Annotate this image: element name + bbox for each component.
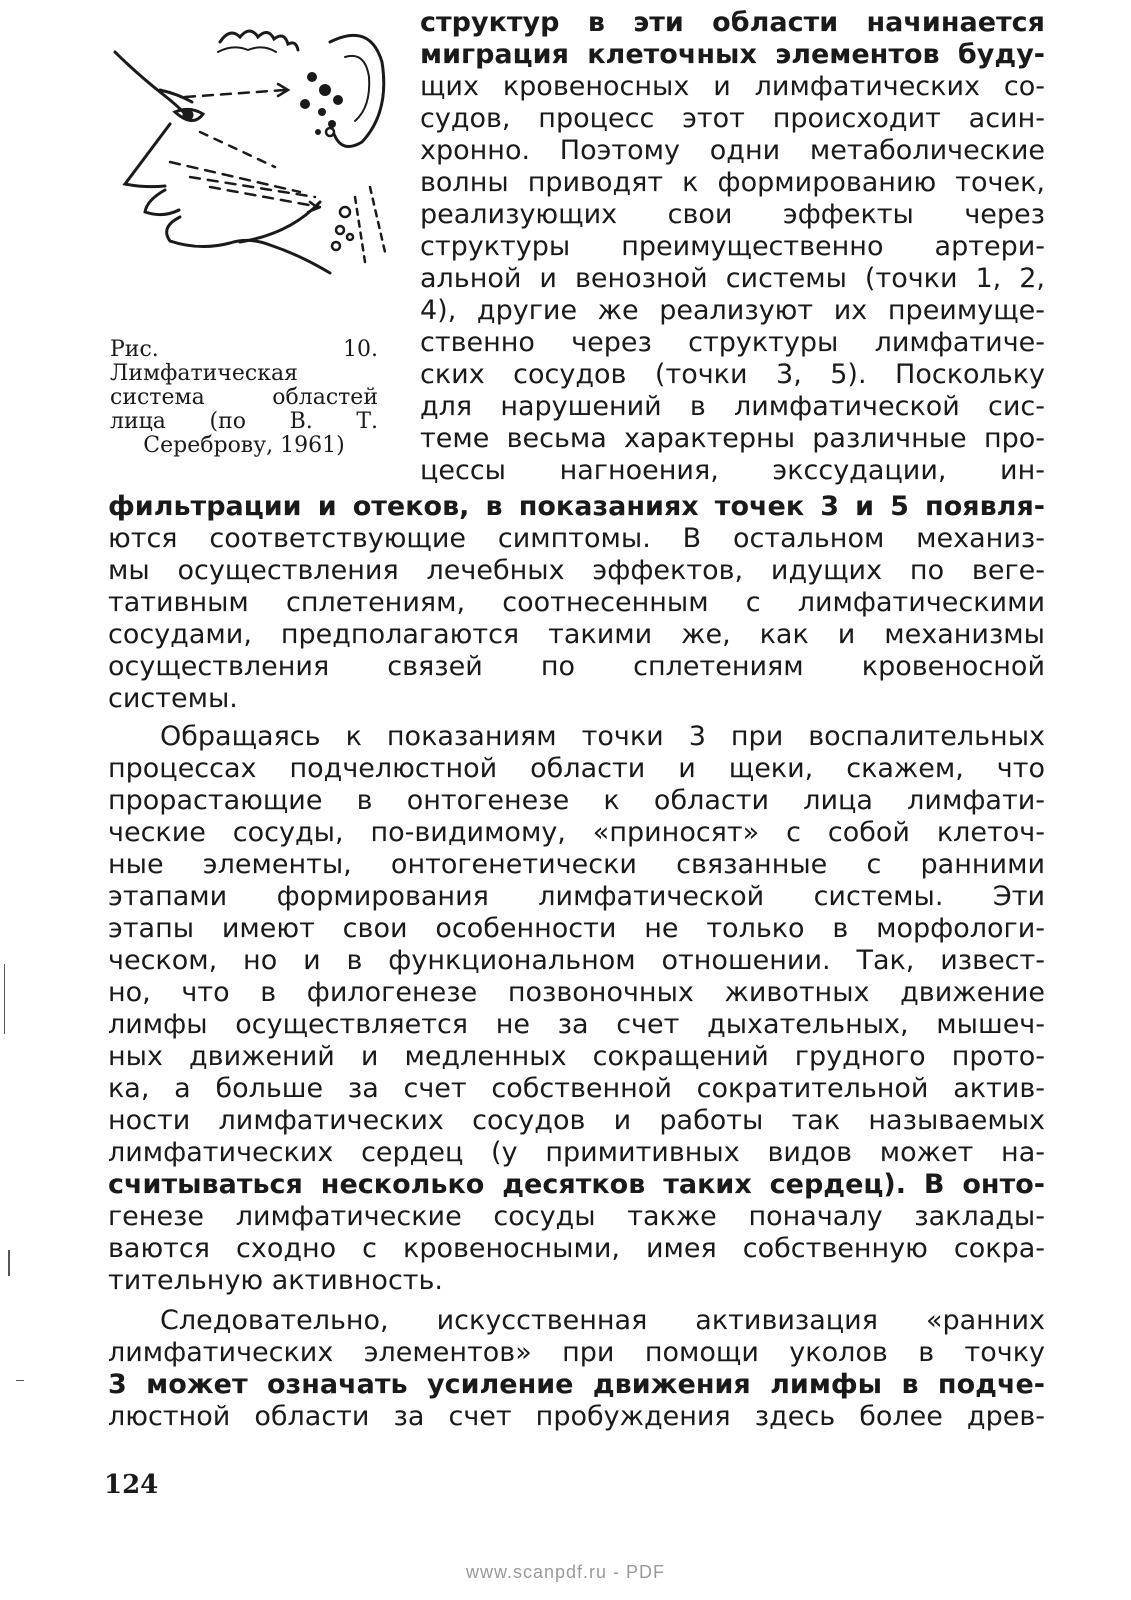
text-line: этапами формирования лимфатической системы. Эти	[108, 882, 1045, 912]
text-line: ка, а больше за счет собственной сократительной актив-	[108, 1074, 1045, 1104]
text-line: но, что в филогенезе позвоночных животных движение	[108, 978, 1045, 1008]
watermark: www.scanpdf.ru - PDF	[465, 1562, 666, 1582]
text-line: ственно через структуры лимфатиче-	[420, 328, 1045, 358]
text-line: Обращаясь к показаниям точки 3 при воспалительных	[160, 722, 1045, 752]
text-line: ческие сосуды, по-видимому, «приносят» с собой клеточ-	[108, 818, 1045, 848]
text-line: теме весьма характерны различные про-	[420, 424, 1045, 454]
text-line: системы.	[108, 684, 238, 714]
text-line: структуры преимущественно артери-	[420, 232, 1045, 262]
text-line: 3 может означать усиление движения лимфы в подче-	[108, 1370, 1045, 1400]
text-line: судов, процесс этот происходит асин-	[420, 104, 1045, 134]
text-line: лимфатических элементов» при помощи уколов в точку	[108, 1338, 1045, 1368]
text-line: структур в эти области начинается	[420, 8, 1045, 38]
face-lymph-figure	[100, 12, 410, 302]
text-line: ются соответствующие симптомы. В остальном механиз-	[108, 524, 1045, 554]
text-line: генезе лимфатические сосуды также поначалу заклады-	[108, 1202, 1045, 1232]
text-line: ских сосудов (точки 3, 5). Поскольку	[420, 360, 1045, 390]
text-line: процессах подчелюстной области и щеки, скажем, что	[108, 754, 1045, 784]
text-line: люстной области за счет пробуждения здесь более древ-	[108, 1402, 1045, 1432]
text-line: ных движений и медленных сокращений грудного прото-	[108, 1042, 1045, 1072]
text-line: лимфатических сердец (у примитивных видов может на-	[108, 1138, 1045, 1168]
text-line: сосудами, предполагаются такими же, как и механизмы	[108, 620, 1045, 650]
page-number: 124	[104, 1470, 159, 1500]
text-line: ваются сходно с кровеносными, имея собственную сокра-	[108, 1234, 1045, 1264]
text-line: щих кровеносных и лимфатических со-	[420, 72, 1045, 102]
text-line: лимфы осуществляется не за счет дыхательных, мышеч-	[108, 1010, 1045, 1040]
scan-edge-mark	[16, 1380, 24, 1381]
figure-caption: Рис. 10. Лимфатическая система областей лица (по В. Т. Сереброву, 1961)	[110, 337, 378, 458]
text-line: этапы имеют свои особенности не только в морфологи-	[108, 914, 1045, 944]
text-line: хронно. Поэтому одни метаболические	[420, 136, 1045, 166]
text-line: альной и венозной системы (точки 1, 2,	[420, 264, 1045, 294]
text-line: цессы нагноения, экссудации, ин-	[420, 456, 1045, 486]
text-line: для нарушений в лимфатической сис-	[420, 392, 1045, 422]
face-profile-illustration	[100, 12, 410, 302]
text-line: фильтрации и отеков, в показаниях точек 3 и 5 появля-	[108, 492, 1045, 522]
text-line: ности лимфатических сосудов и работы так называемых	[108, 1106, 1045, 1136]
text-line: тительную активность.	[108, 1266, 444, 1296]
text-line: ные элементы, онтогенетически связанные с ранними	[108, 850, 1045, 880]
text-line: ческом, но и в функциональном отношении. Так, извест-	[108, 946, 1045, 976]
text-line: реализующих свои эффекты через	[420, 200, 1045, 230]
text-line: 4), другие же реализуют их преимуще-	[420, 296, 1045, 326]
text-line: миграция клеточных элементов буду-	[420, 40, 1045, 70]
text-line: Следовательно, искусственная активизация «ранних	[160, 1306, 1045, 1336]
text-line: мы осуществления лечебных эффектов, идущих по веге-	[108, 556, 1045, 586]
text-line: тативным сплетениям, соотнесенным с лимфатическими	[108, 588, 1045, 618]
text-line: считываться несколько десятков таких сердец). В онто-	[108, 1170, 1045, 1200]
scan-edge-mark	[4, 964, 5, 1034]
text-line: прорастающие в онтогенезе к области лица лимфати-	[108, 786, 1045, 816]
text-line: волны приводят к формированию точек,	[420, 168, 1045, 198]
text-line: осуществления связей по сплетениям кровеносной	[108, 652, 1045, 682]
scan-edge-mark	[8, 1250, 10, 1276]
